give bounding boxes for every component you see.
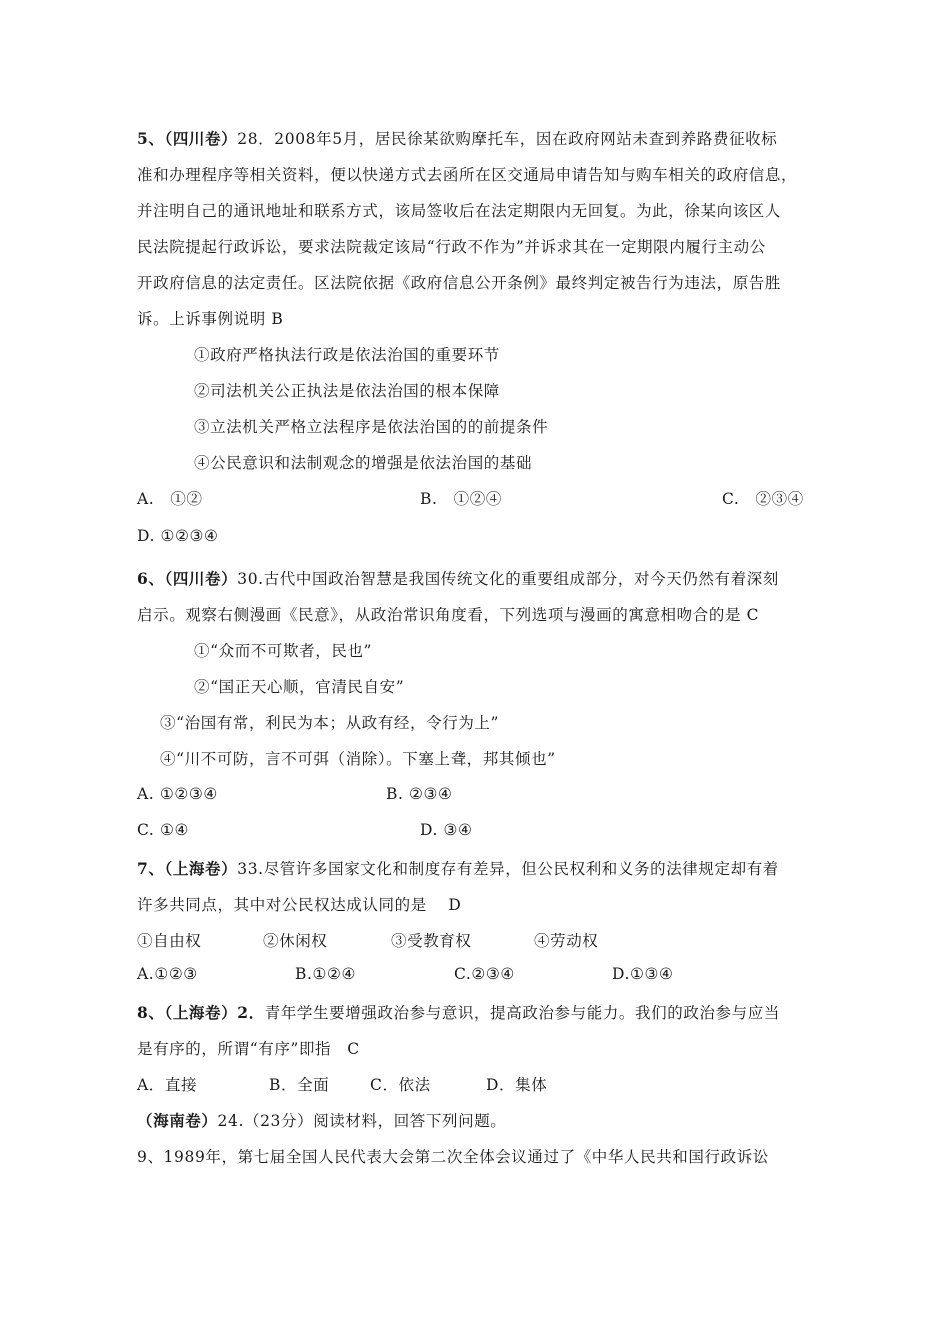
- q7-item-2: ②休闲权: [263, 932, 328, 950]
- q5-line-5: 开政府信息的法定责任。区法院依据《政府信息公开条例》最终判定被告行为违法，原告胜: [137, 274, 782, 292]
- q8-line-1: [137, 1001, 780, 1023]
- q9-line-1: 9、1989年，第七届全国人民代表大会第二次全体会议通过了《中华人民共和国行政诉讼: [137, 1148, 769, 1166]
- q7-line-1: [137, 857, 779, 879]
- q5-label: 5、（四川卷）: [137, 129, 238, 148]
- q8-text-1: 青年学生要增强政治参与意识，提高政治参与能力。我们的政治参与应当: [264, 1004, 780, 1022]
- q6-line-2: 启示。观察右侧漫画《民意》，从政治常识角度看，下列选项与漫画的寓意相吻合的是 C: [137, 606, 760, 624]
- q8-label: 8、（上海卷）2．: [137, 1003, 265, 1022]
- q6-option-d: D. ③④: [420, 821, 473, 839]
- q5-line-3: 并注明自己的通讯地址和联系方式，该局签收后在法定期限内无回复。为此，徐某向该区人: [137, 202, 782, 220]
- q7-option-a: A.①②③: [137, 965, 198, 983]
- q5-option-c: C. ②③④: [722, 490, 804, 508]
- q5-line-2: 准和办理程序等相关资料，便以快递方式去函所在区交通局申请告知与购车相关的政府信息，: [137, 166, 798, 184]
- q8-option-b: B．全面: [269, 1076, 330, 1094]
- hainan-line: [137, 1109, 506, 1131]
- q5-line-1: [137, 127, 777, 149]
- q5-text-1: 28．2008年5月，居民徐某欲购摩托车，因在政府网站未查到养路费征收标: [237, 130, 778, 148]
- q6-item-2: ②“国正天心顺，官清民自安”: [194, 678, 405, 696]
- q6-option-c: C. ①④: [137, 821, 189, 839]
- q7-label: 7、（上海卷）: [137, 859, 238, 878]
- q5-option-d: D. ①②③④: [137, 527, 219, 545]
- hainan-label: （海南卷）: [137, 1111, 218, 1130]
- q6-item-4: ④“川不可防，言不可弭（消除）。下塞上聋，邦其倾也”: [160, 750, 556, 768]
- q5-option-a: A. ①②: [137, 490, 203, 508]
- q8-option-a: A．直接: [137, 1076, 198, 1094]
- q6-item-1: ①“众而不可欺者，民也”: [194, 642, 373, 660]
- q7-item-3: ③受教育权: [391, 932, 472, 950]
- q6-label: 6、（四川卷）: [137, 569, 238, 588]
- q5-line-6: 诉。上诉事例说明 B: [137, 310, 284, 328]
- hainan-text: 24.（23分）阅读材料，回答下列问题。: [217, 1112, 507, 1130]
- q5-item-4: ④公民意识和法制观念的增强是依法治国的基础: [194, 454, 533, 472]
- q6-text-1: 30.古代中国政治智慧是我国传统文化的重要组成部分，对今天仍然有着深刻: [237, 570, 779, 588]
- q5-line-4: 民法院提起行政诉讼，要求法院裁定该局“行政不作为”并诉求其在一定期限内履行主动公: [137, 238, 766, 256]
- q7-option-c: C.②③④: [454, 965, 515, 983]
- q7-option-b: B.①②④: [295, 965, 357, 983]
- q7-line-2: 许多共同点，其中对公民权达成认同的是 D: [137, 896, 462, 914]
- q8-line-2: 是有序的，所谓“有序”即指 C: [137, 1040, 360, 1058]
- q6-option-a: A. ①②③④: [137, 785, 218, 803]
- q8-option-c: C．依法: [370, 1076, 431, 1094]
- q8-option-d: D．集体: [486, 1076, 548, 1094]
- q6-option-b: B. ②③④: [386, 785, 453, 803]
- q7-item-1: ①自由权: [137, 932, 202, 950]
- q5-option-b: B. ①②④: [420, 490, 502, 508]
- q6-line-1: [137, 567, 779, 589]
- q7-option-d: D.①③④: [612, 965, 674, 983]
- q5-item-3: ③立法机关严格立法程序是依法治国的的前提条件: [194, 418, 549, 436]
- q7-item-4: ④劳动权: [534, 932, 599, 950]
- q7-text-1: 33.尽管许多国家文化和制度存有差异，但公民权利和义务的法律规定却有着: [237, 860, 779, 878]
- q5-item-2: ②司法机关公正执法是依法治国的根本保障: [194, 382, 500, 400]
- q5-item-1: ①政府严格执法行政是依法治国的重要环节: [194, 346, 500, 364]
- q6-item-3: ③“治国有常，利民为本；从政有经，令行为上”: [160, 714, 500, 732]
